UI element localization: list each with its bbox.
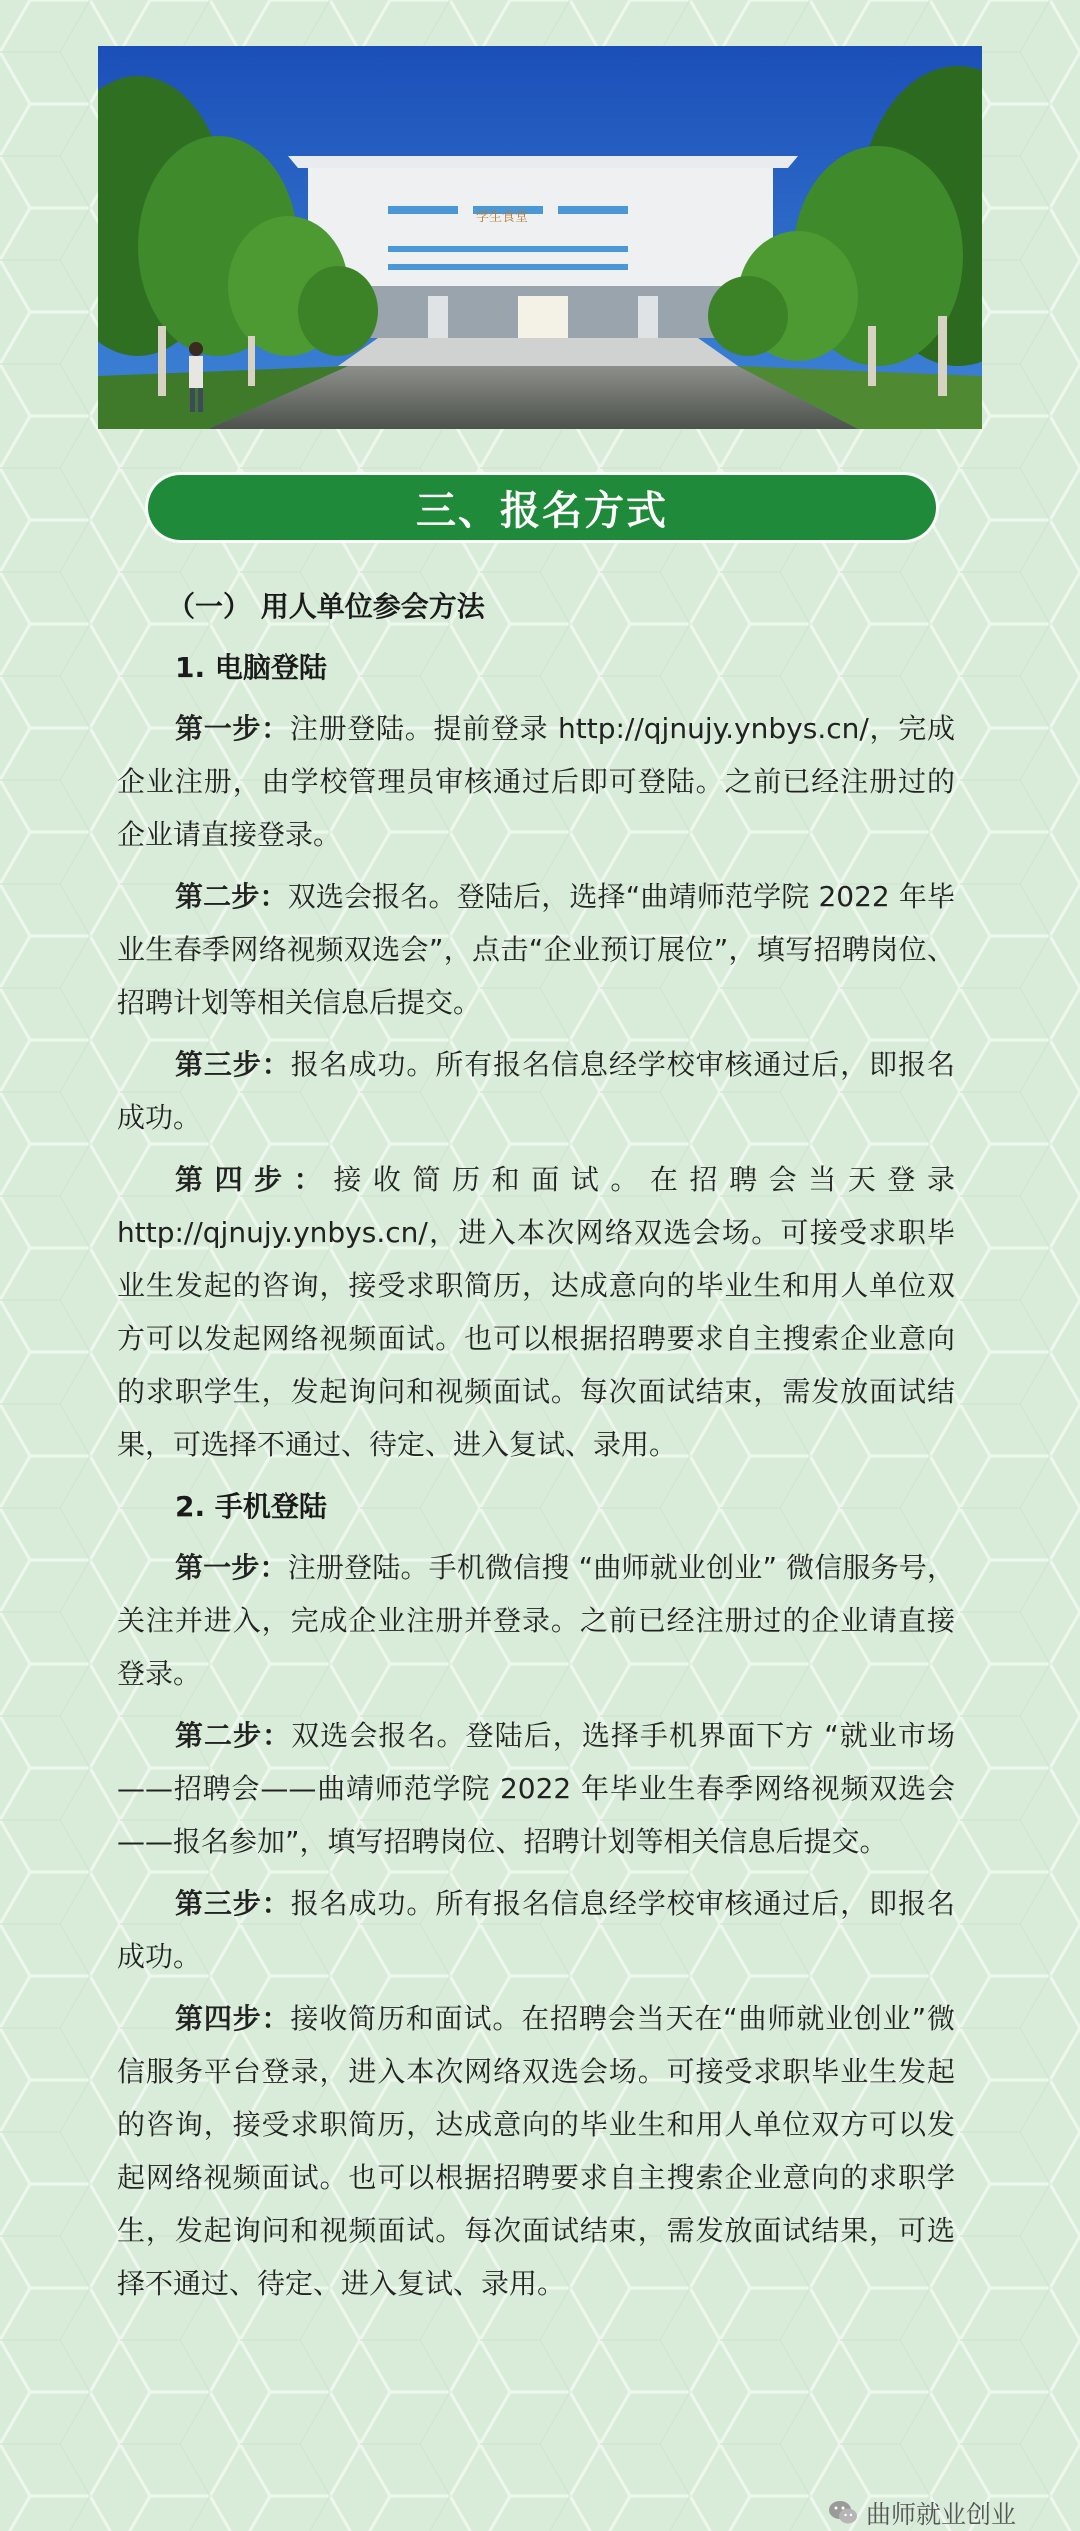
step-label: 第四步：	[175, 1163, 334, 1196]
mobile-step-3	[117, 1877, 955, 1983]
step-label: 第一步：	[175, 712, 290, 745]
step-label: 第三步：	[175, 1048, 291, 1081]
step-label: 第四步：	[175, 2002, 291, 2035]
mobile-step-2	[117, 1709, 955, 1868]
building-sign: 学生食堂	[476, 210, 529, 225]
step-text: 报名成功。所有报名信息经学校审核通过后，即报名成功。	[117, 1048, 955, 1134]
wechat-icon	[828, 2500, 858, 2526]
step-label: 第二步：	[175, 1719, 292, 1752]
step-text: 接收简历和面试。在招聘会当天在“曲师就业创业”微信服务平台登录，进入本次网络双选会场。可接受求职毕业生发起的咨询，接受求职简历，达成意向的毕业生和用人单位双方可以发起网络视频面试。也可以根据招聘要求自主搜索企业意向的求职学生，发起询问和视频面试。每次面试结束，需发放面试结果，可选择不通过、待定、进入复试、录用。	[117, 2002, 955, 2300]
wechat-watermark	[828, 2495, 1016, 2531]
subsection-title: （一） 用人单位参会方法	[167, 590, 485, 623]
section-title-banner	[148, 475, 936, 540]
pc-step-2	[117, 870, 955, 1029]
step-label: 第三步：	[175, 1887, 291, 1920]
campus-building-photo	[98, 46, 982, 429]
pc-login-title: 1. 电脑登陆	[175, 651, 327, 684]
article-body	[117, 580, 955, 2310]
watermark-text: 曲师就业创业	[866, 2500, 1017, 2529]
mobile-step-4	[117, 1992, 955, 2310]
step-text: 注册登陆。手机微信搜 “曲师就业创业” 微信服务号，关注并进入，完成企业注册并登录。之前已经注册过的企业请直接登录。	[117, 1551, 955, 1690]
step-label: 第二步：	[175, 880, 288, 913]
step-text: 双选会报名。登陆后，选择手机界面下方 “就业市场——招聘会——曲靖师范学院 2022 年毕业生春季网络视频双选会——报名参加”，填写招聘岗位、招聘计划等相关信息后提交。	[117, 1719, 955, 1858]
pc-step-3	[117, 1038, 955, 1144]
step-label: 第一步：	[175, 1551, 288, 1584]
mobile-login-title: 2. 手机登陆	[175, 1490, 327, 1523]
section-title: 三、报名方式	[416, 488, 668, 534]
step-text: 双选会报名。登陆后，选择“曲靖师范学院 2022 年毕业生春季网络视频双选会”，点击“企业预订展位”，填写招聘岗位、招聘计划等相关信息后提交。	[117, 880, 955, 1019]
step-text: 注册登陆。提前登录 http://qjnujy.ynbys.cn/，完成企业注册，由学校管理员审核通过后即可登陆。之前已经注册过的企业请直接登录。	[117, 712, 955, 851]
mobile-step-1	[117, 1541, 955, 1700]
pc-step-1	[117, 702, 955, 861]
step-text: 报名成功。所有报名信息经学校审核通过后，即报名成功。	[117, 1887, 955, 1973]
pc-step-4	[117, 1153, 955, 1471]
step-text: 接收简历和面试。在招聘会当天登录 http://qjnujy.ynbys.cn/，进入本次网络双选会场。可接受求职毕业生发起的咨询，接受求职简历，达成意向的毕业生和用人单位双方可以发起网络视频面试。也可以根据招聘要求自主搜索企业意向的求职学生，发起询问和视频面试。每次面试结束，需发放面试结果，可选择不通过、待定、进入复试、录用。	[117, 1163, 955, 1461]
